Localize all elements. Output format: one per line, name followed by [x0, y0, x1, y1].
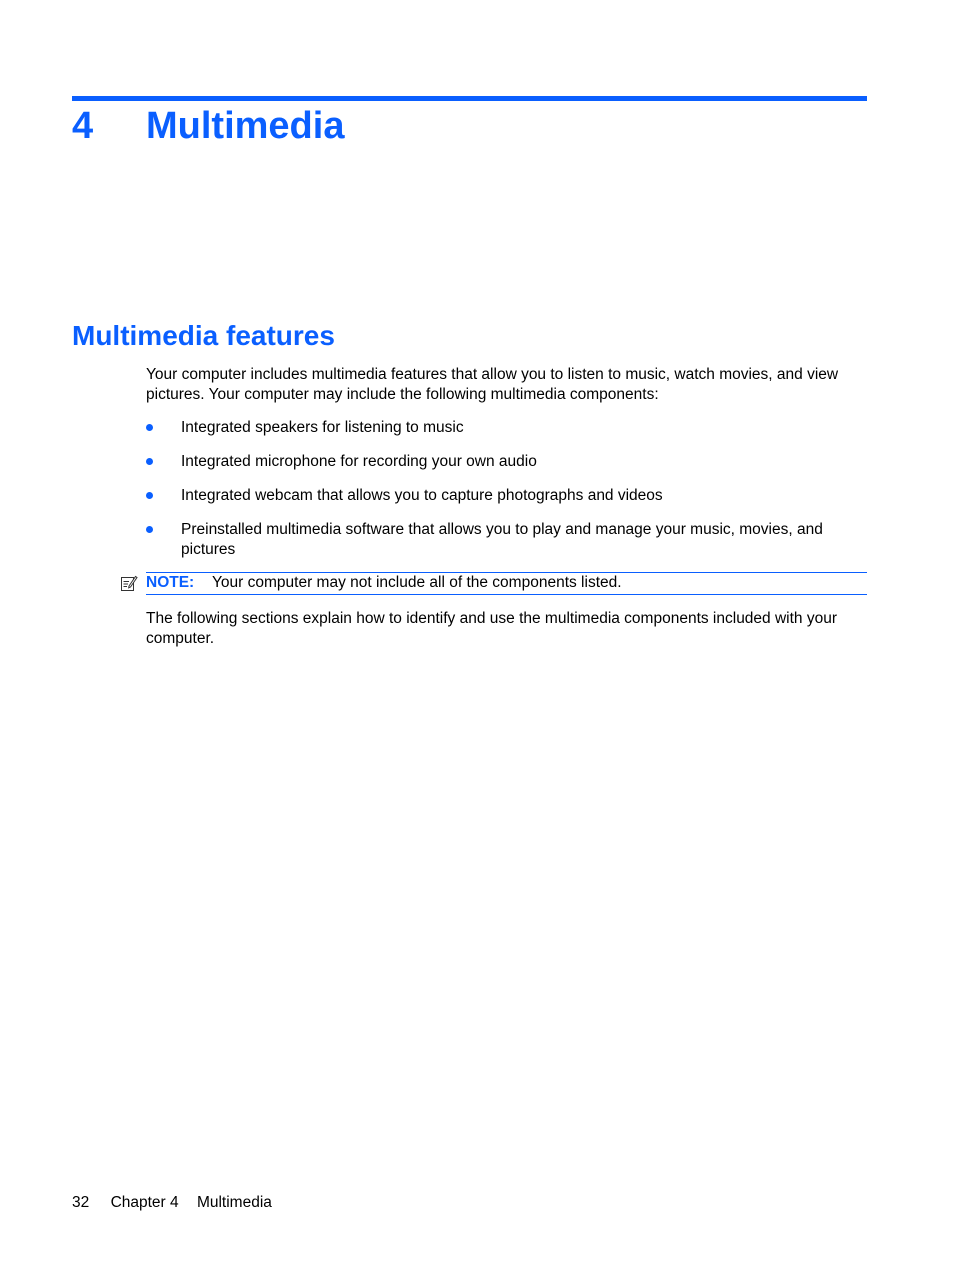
chapter-number: 4 [72, 105, 94, 147]
list-item [146, 418, 870, 438]
note-label: NOTE: [146, 574, 195, 591]
bullet-dot-icon [146, 492, 153, 499]
bullet-dot-icon [146, 424, 153, 431]
list-item [146, 452, 870, 472]
chapter-title: Multimedia [146, 105, 345, 147]
bullet-dot-icon [146, 526, 153, 533]
page-number: 32 [72, 1194, 90, 1211]
chapter-heading [72, 100, 867, 152]
component-list [146, 418, 870, 574]
list-item [146, 486, 870, 506]
page-footer [72, 1193, 272, 1213]
footer-chapter-title: Multimedia [196, 1194, 272, 1211]
list-item-text: Integrated microphone for recording your own audio [181, 453, 537, 470]
note-box [146, 572, 867, 595]
list-item-text: Integrated webcam that allows you to capture photographs and videos [181, 487, 663, 504]
bullet-dot-icon [146, 458, 153, 465]
note-text: Your computer may not include all of the components listed. [212, 574, 622, 591]
intro-paragraph: Your computer includes multimedia features that allow you to listen to music, watch movies, and view pictures. Your computer may include the following multimedia components: [146, 366, 839, 403]
list-item-text: Preinstalled multimedia software that allows you to play and manage your music, movies, and pictures [181, 521, 823, 558]
footer-chapter-label: Chapter 4 [110, 1194, 179, 1211]
followup-paragraph: The following sections explain how to identify and use the multimedia components included with your computer. [146, 610, 837, 647]
list-item-text: Integrated speakers for listening to music [181, 419, 464, 436]
note-pencil-icon [120, 574, 138, 592]
section-title: Multimedia features [72, 320, 335, 351]
list-item [146, 520, 870, 559]
